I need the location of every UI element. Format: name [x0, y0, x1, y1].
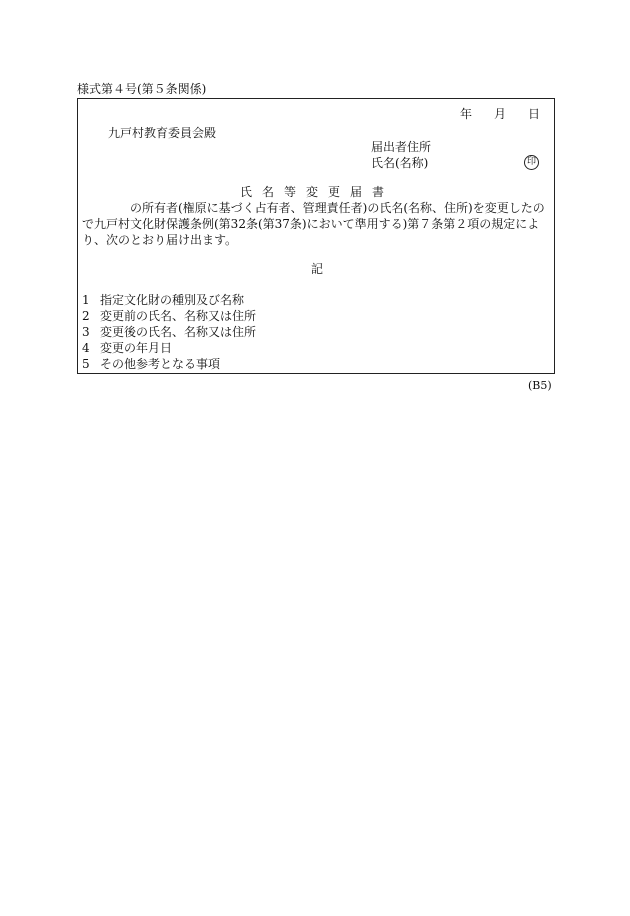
- form-number: 様式第４号(第５条関係): [77, 82, 207, 96]
- notifier-address-label: 届出者住所: [371, 140, 432, 154]
- body-line-2: で九戸村文化財保護条例(第32条(第37条)において準用する)第７条第２項の規定によ: [82, 217, 540, 231]
- paper-size-label: (B5): [528, 379, 552, 392]
- list-item: [82, 293, 244, 307]
- item-number: 4: [82, 341, 90, 355]
- addressee: 九戸村教育委員会殿: [108, 126, 217, 140]
- list-item: [82, 325, 256, 339]
- item-text: 変更前の氏名、名称又は住所: [100, 309, 257, 323]
- list-item: [82, 357, 220, 371]
- item-text: 指定文化財の種別及び名称: [100, 293, 245, 307]
- item-text: 変更後の氏名、名称又は住所: [100, 325, 257, 339]
- notification-form-frame: [77, 98, 555, 374]
- date-month: 月: [493, 107, 506, 121]
- list-item: [82, 309, 256, 323]
- date-line: [460, 107, 540, 121]
- seal-mark-icon: 印: [524, 155, 539, 170]
- item-text: 変更の年月日: [100, 341, 173, 355]
- item-number: 1: [82, 293, 90, 307]
- date-day: 日: [527, 107, 540, 121]
- body-line-3: り、次のとおり届け出ます。: [82, 233, 238, 247]
- body-line-1: の所有者(権原に基づく占有者、管理責任者)の氏名(名称、住所)を変更したの: [130, 201, 545, 215]
- date-year: 年: [459, 107, 472, 121]
- item-number: 5: [82, 357, 90, 371]
- item-text: その他参考となる事項: [100, 357, 221, 371]
- item-number: 2: [82, 309, 90, 323]
- document-title: 氏名等変更届書: [239, 185, 394, 199]
- item-number: 3: [82, 325, 90, 339]
- list-item: [82, 341, 172, 355]
- ki-heading: 記: [310, 262, 323, 276]
- notifier-name-label: 氏名(名称): [371, 156, 429, 170]
